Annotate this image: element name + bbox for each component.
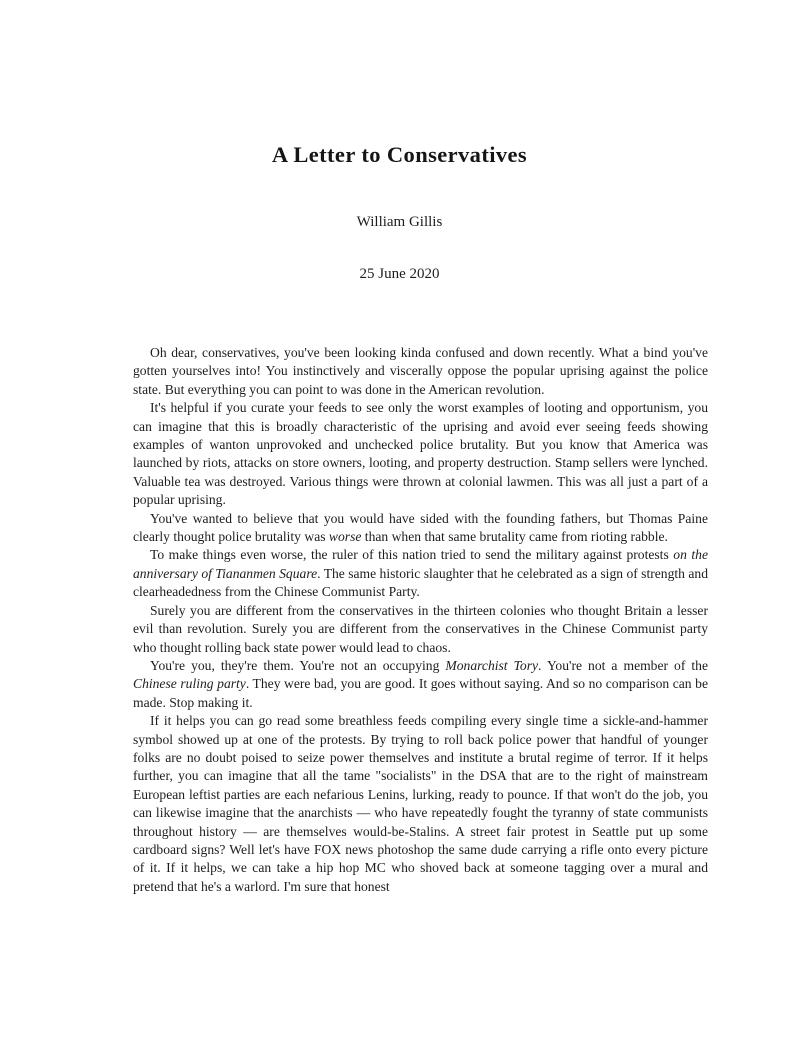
paragraph-text-segment: To make things even worse, the ruler of this nation tried to send the military against protests	[150, 547, 674, 563]
paragraph-text-segment: You're you, they're them. You're not an occupying	[150, 657, 446, 673]
paragraph	[133, 657, 708, 712]
paragraph-italic-segment: worse	[328, 529, 362, 545]
paragraph-text-segment: . You're not a member of the	[538, 657, 709, 673]
document-date: 25 June 2020	[359, 266, 440, 282]
paragraph	[133, 399, 708, 509]
paragraph-text-segment: . They were bad, you are good. It goes without saying. And so no comparison can be made. Stop making it.	[133, 676, 708, 710]
paragraph	[133, 712, 708, 896]
paragraph	[133, 510, 708, 547]
paragraph-italic-segment: Chinese ruling party	[133, 676, 246, 692]
paragraph-text-segment: Oh dear, conservatives, you've been looking kinda confused and down recently. What a bind you've gotten yourselves into! You instinctively and viscerally oppose the popular uprising against the police state. But everything you can point to was done in the American revolution.	[133, 345, 708, 397]
paragraph-text-segment: . The same historic slaughter that he celebrated as a sign of strength and clearheadedness from the Chinese Communist Party.	[133, 565, 708, 600]
paragraph	[133, 602, 708, 657]
paragraph-italic-segment: on the anniversary of Tiananmen Square	[133, 547, 708, 581]
document-title: A Letter to Conservatives	[271, 142, 528, 167]
document-author: William Gillis	[356, 214, 443, 230]
paragraph-text-segment: If it helps you can go read some breathless feeds compiling every single time a sickle-and-hammer symbol showed up at one of the protests. By trying to roll back police power that handful of younger folks are no doubt poised to seize power themselves and institute a brutal regime of terror. If it helps further, you can imagine that all the tame "socialists" in the DSA that are to the right of mainstream European leftist parties are each nefarious Lenins, lurking, ready to pounce. If that won't do the job, you can likewise imagine that the anarchists — who have repeatedly fought the tyranny of state communists throughout history — are themselves would-be-Stalins. A street fair protest in Seattle put up some cardboard signs? Well let's have FOX news photoshop the same dude carrying a rifle onto every picture of it. If it helps, we can take a hip hop MC who shoved back at someone tagging over a mural and pretend that he's a warlord. I'm sure that honest	[133, 713, 708, 894]
paragraph-text-segment: Surely you are different from the conservatives in the thirteen colonies who thought Britain a lesser evil than revolution. Surely you are different from the conservatives in the Chinese Communist party who thought rolling back state power would lead to chaos.	[133, 602, 708, 655]
article-body	[133, 344, 708, 896]
paragraph-text-segment: It's helpful if you curate your feeds to see only the worst examples of looting and opportunism, you can imagine that this is broadly characteristic of the uprising and avoid ever seeing feeds showing examples of wanton unprovoked and unchecked police brutality. But you know that America was launched by riots, attacks on store owners, looting, and property destruction. Stamp sellers were lynched. Valuable tea was destroyed. Various things were thrown at colonial lawmen. This was all just a part of a popular uprising.	[133, 400, 708, 508]
paragraph-text-segment: You've wanted to believe that you would have sided with the founding fathers, but Thomas Paine clearly thought police brutality was	[133, 510, 708, 545]
paragraph	[133, 344, 708, 399]
paragraph-text-segment: than when that same brutality came from rioting rabble.	[361, 529, 668, 545]
paragraph-italic-segment: Monarchist Tory	[445, 657, 539, 673]
paragraph	[133, 546, 708, 601]
